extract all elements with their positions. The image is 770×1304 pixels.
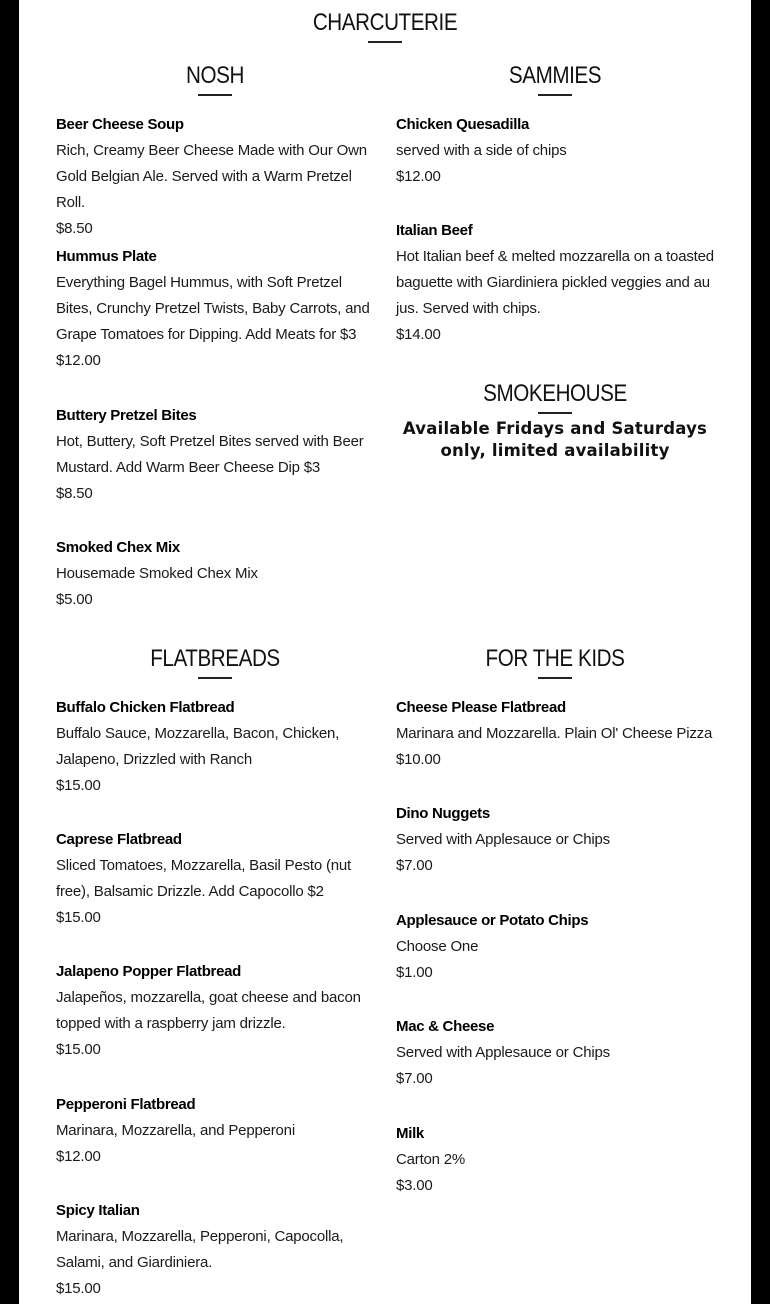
item-price: $14.00	[396, 326, 441, 343]
heading-underline	[538, 677, 572, 679]
item-description: Marinara, Mozzarella, and Pepperoni	[56, 1122, 295, 1139]
item-price: $15.00	[56, 1280, 101, 1297]
menu-item	[396, 112, 721, 190]
item-name: Chicken Quesadilla	[396, 116, 529, 133]
item-price: $8.50	[56, 220, 93, 237]
menu-item	[396, 695, 721, 773]
item-price: $10.00	[396, 751, 441, 768]
notice-line: only, limited availability	[440, 441, 670, 460]
item-name: Spicy Italian	[56, 1202, 140, 1219]
heading-flatbreads: FLATBREADS	[150, 645, 280, 672]
heading-for-the-kids: FOR THE KIDS	[485, 645, 625, 672]
menu-item	[56, 827, 381, 931]
menu-page	[19, 0, 751, 1304]
menu-item	[396, 1014, 721, 1092]
item-name: Buttery Pretzel Bites	[56, 407, 197, 424]
item-price: $7.00	[396, 857, 433, 874]
item-description: Hot, Buttery, Soft Pretzel Bites served with Beer Mustard. Add Warm Beer Cheese Dip $3	[56, 433, 364, 476]
item-name: Hummus Plate	[56, 248, 157, 265]
item-name: Mac & Cheese	[396, 1018, 495, 1035]
menu-item	[396, 218, 726, 348]
item-name: Milk	[396, 1125, 424, 1142]
item-price: $15.00	[56, 909, 101, 926]
item-price: $15.00	[56, 777, 101, 794]
menu-item	[396, 908, 721, 986]
item-price: $8.50	[56, 485, 93, 502]
menu-item	[56, 1092, 381, 1170]
menu-item	[396, 801, 721, 879]
item-description: Served with Applesauce or Chips	[396, 831, 610, 848]
item-description: Rich, Creamy Beer Cheese Made with Our Own Gold Belgian Ale. Served with a Warm Pretzel Roll.	[56, 142, 367, 211]
item-description: Marinara and Mozzarella. Plain Ol' Cheese Pizza	[396, 725, 713, 742]
item-price: $12.00	[56, 352, 101, 369]
item-description: Served with Applesauce or Chips	[396, 1044, 610, 1061]
item-name: Dino Nuggets	[396, 805, 490, 822]
menu-item	[56, 695, 386, 799]
menu-item	[56, 1198, 381, 1302]
item-description: Everything Bagel Hummus, with Soft Pretzel Bites, Crunchy Pretzel Twists, Baby Carrots, and Grape Tomatoes for Dipping. Add Meats for $3	[56, 274, 370, 343]
item-name: Beer Cheese Soup	[56, 116, 184, 133]
heading-underline	[198, 94, 232, 96]
item-description: Hot Italian beef & melted mozzarella on a toasted baguette with Giardiniera pickled veggies and au jus. Served with chips.	[396, 248, 714, 317]
item-description: served with a side of chips	[396, 142, 567, 159]
heading-charcuterie: CHARCUTERIE	[312, 9, 458, 36]
heading-sammies: SAMMIES	[508, 62, 602, 89]
item-price: $12.00	[56, 1148, 101, 1165]
menu-item	[56, 959, 381, 1063]
menu-item	[56, 112, 381, 242]
item-name: Smoked Chex Mix	[56, 539, 180, 556]
item-price: $12.00	[396, 168, 441, 185]
item-price: $7.00	[396, 1070, 433, 1087]
item-description: Jalapeños, mozzarella, goat cheese and bacon topped with a raspberry jam drizzle.	[56, 989, 361, 1032]
heading-underline	[538, 412, 572, 414]
heading-underline	[198, 677, 232, 679]
item-description: Buffalo Sauce, Mozzarella, Bacon, Chicken, Jalapeno, Drizzled with Ranch	[56, 725, 340, 768]
menu-item	[56, 403, 381, 507]
item-name: Buffalo Chicken Flatbread	[56, 699, 235, 716]
item-price: $1.00	[396, 964, 433, 981]
heading-underline	[368, 41, 402, 43]
item-description: Sliced Tomatoes, Mozzarella, Basil Pesto (nut free), Balsamic Drizzle. Add Capocollo $2	[56, 857, 352, 900]
menu-item	[56, 244, 381, 374]
menu-item	[56, 535, 381, 613]
item-name: Caprese Flatbread	[56, 831, 182, 848]
item-description: Choose One	[396, 938, 479, 955]
smokehouse-availability-notice	[395, 418, 715, 462]
item-price: $3.00	[396, 1177, 433, 1194]
item-price: $15.00	[56, 1041, 101, 1058]
item-name: Italian Beef	[396, 222, 473, 239]
item-name: Jalapeno Popper Flatbread	[56, 963, 242, 980]
item-name: Cheese Please Flatbread	[396, 699, 566, 716]
heading-nosh: NOSH	[186, 62, 244, 89]
heading-smokehouse: SMOKEHOUSE	[483, 380, 627, 407]
item-name: Pepperoni Flatbread	[56, 1096, 196, 1113]
item-price: $5.00	[56, 591, 93, 608]
menu-item	[396, 1121, 721, 1199]
item-name: Applesauce or Potato Chips	[396, 912, 589, 929]
item-description: Housemade Smoked Chex Mix	[56, 565, 258, 582]
item-description: Marinara, Mozzarella, Pepperoni, Capocolla, Salami, and Giardiniera.	[56, 1228, 344, 1271]
item-description: Carton 2%	[396, 1151, 466, 1168]
heading-underline	[538, 94, 572, 96]
notice-line: Available Fridays and Saturdays	[402, 419, 708, 438]
